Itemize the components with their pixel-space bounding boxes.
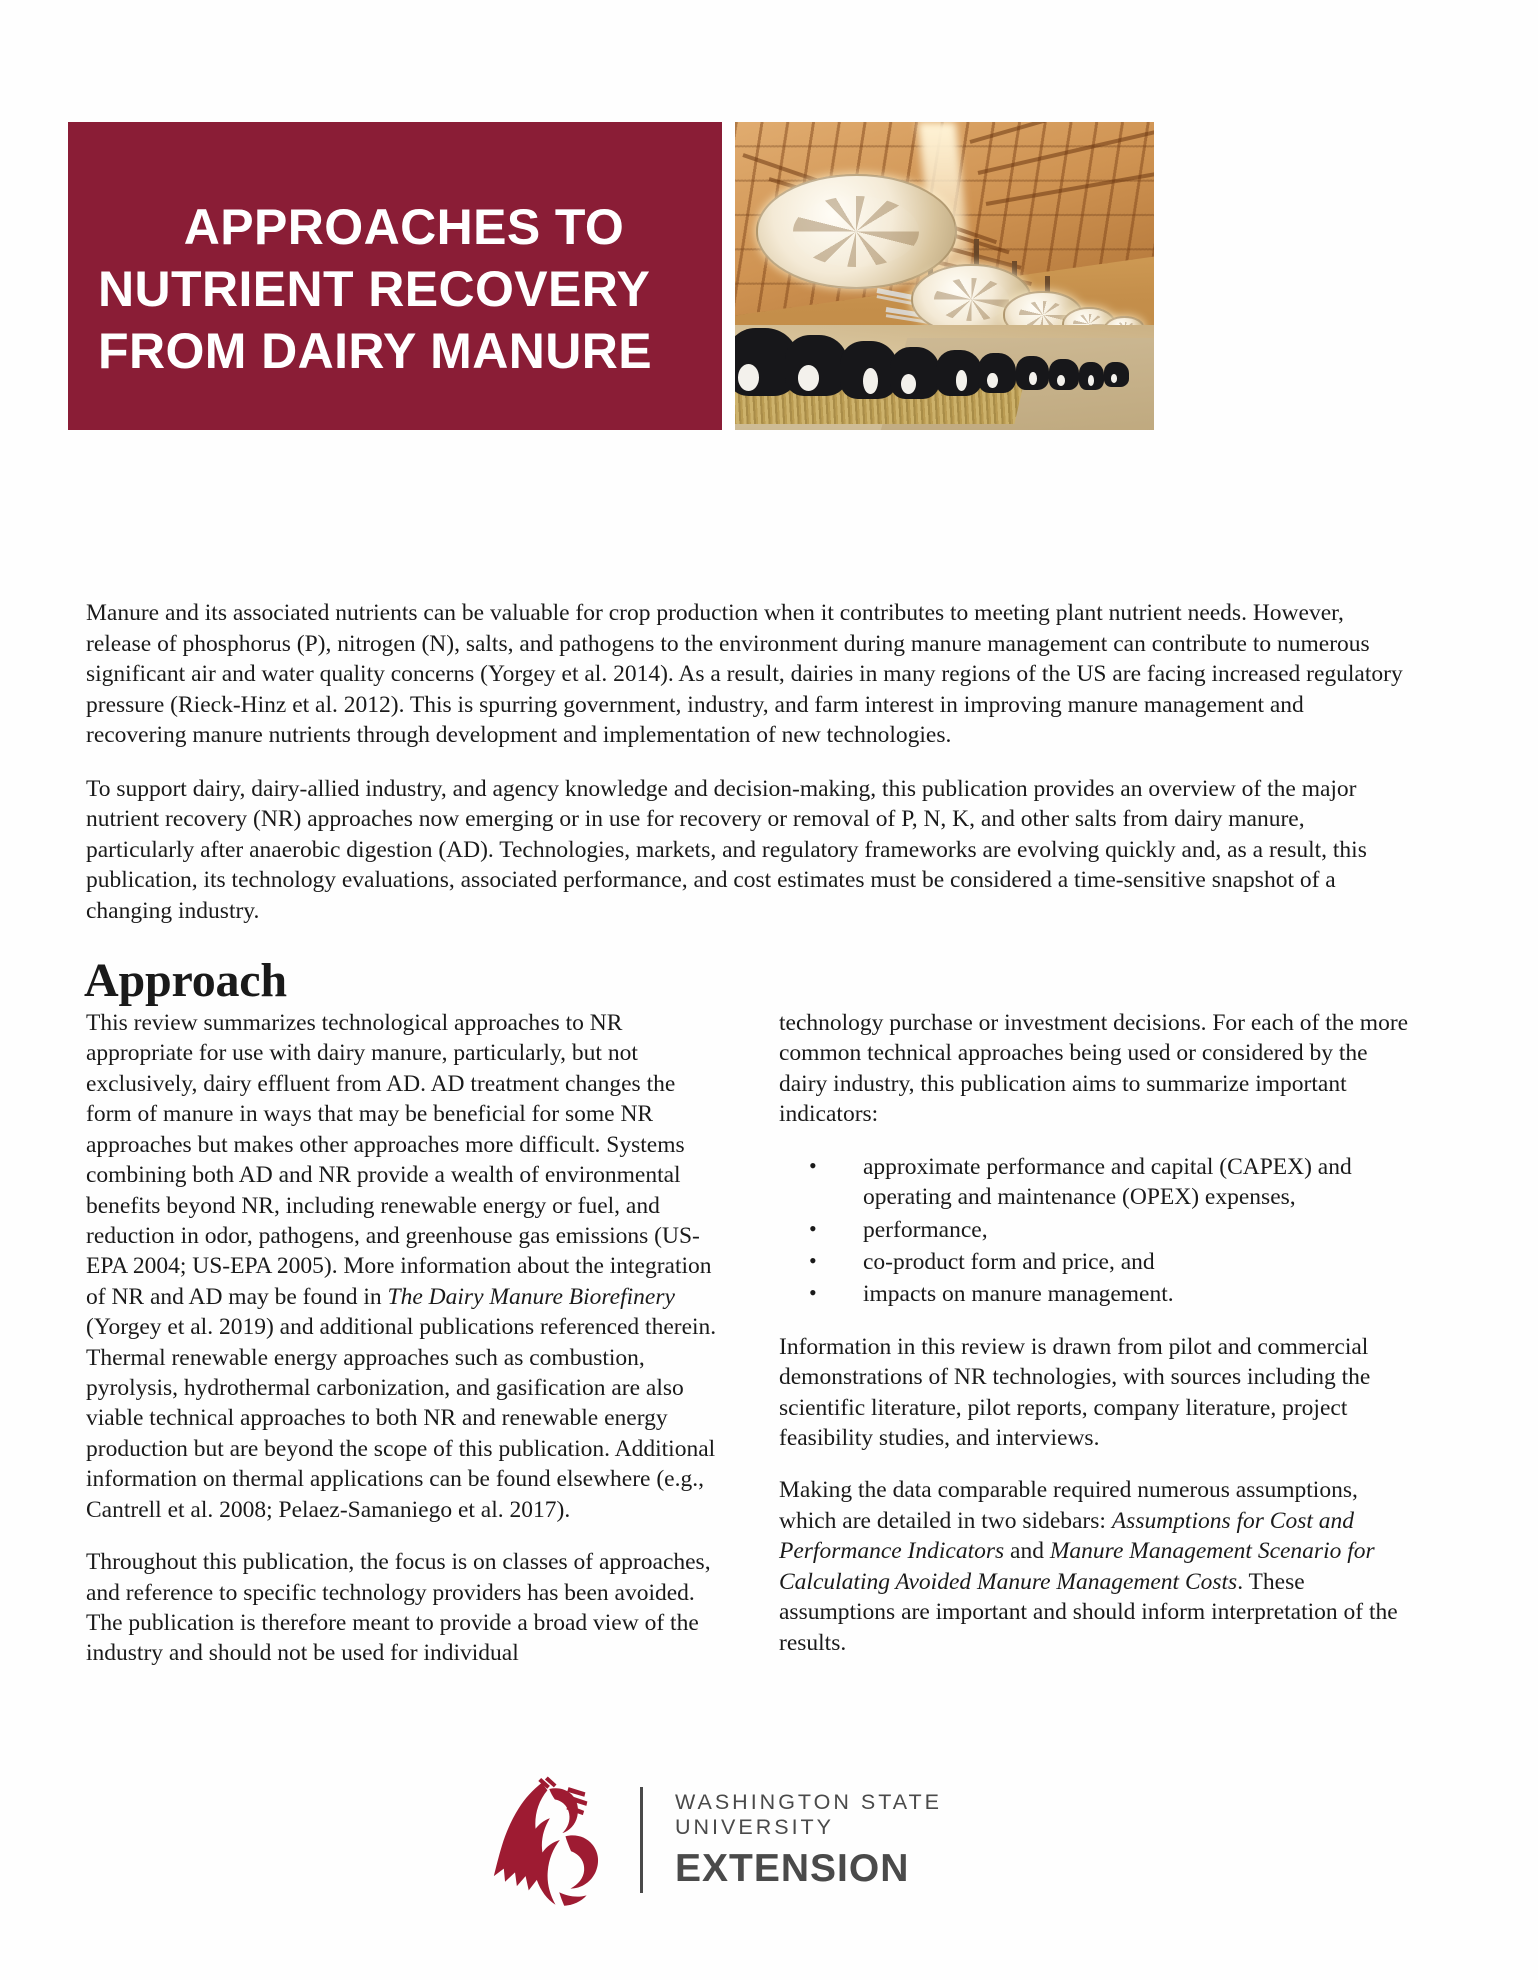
right-paragraph-3 [779,1475,1412,1658]
bullet-icon: • [809,1215,817,1241]
dairy-cow [936,350,982,396]
dairy-cow [785,335,848,397]
publication-title [68,196,722,382]
list-item [779,1152,1412,1213]
sidebar-title-2: Manure Management Scenario for Calculating Avoided Manure Management Costs [779,1538,1375,1595]
list-item [779,1215,1412,1245]
left-paragraph-2: Throughout this publication, the focus is on classes of approaches, and reference to specific technology providers has been avoided. The publication is therefore meant to provide a broad view of the industry and should not be used for individual [86,1549,711,1667]
dairy-cow [1016,356,1050,390]
title-banner [68,122,722,430]
right-paragraph-2: Information in this review is drawn from pilot and commercial demonstrations of NR technologies, with sources including the scientific literature, pilot reports, company literature, project feasibility studies, and interviews. [779,1333,1371,1452]
left-paragraph-1 [86,1008,719,1525]
title-line-3: FROM DAIRY MANURE [98,323,653,379]
dairy-cow [1079,362,1104,390]
masthead-gap [722,122,735,430]
intro-paragraph-1: Manure and its associated nutrients can be valuable for crop production when it contributes to meeting plant nutrient needs. However, release of phosphorus (P), nitrogen (N), salts, and pathogens to the environment during manure management can contribute to numerous significant air and water quality concerns (Yorgey et al. 2014). As a result, dairies in many regions of the US are facing increased regulatory pressure (Rieck-Hinz et al. 2012). This is spurring government, industry, and farm interest in improving manure management and recovering manure nutrients through development and implementation of new technologies. [86,600,1403,749]
two-column-body [86,1008,1412,1669]
right-column [779,1008,1412,1669]
title-line-1: APPROACHES TO [183,199,625,255]
right-p3-conjunction: and [1004,1538,1050,1565]
sidebar-title-1: Assumptions for Cost and Performance Indicators [779,1507,1355,1565]
list-item [779,1247,1412,1277]
right-p3-text-before: Making the data comparable required numerous assumptions, which are detailed in two sidebars: [779,1477,1358,1534]
wsu-wordmark [675,1790,1050,1891]
list-item-label: impacts on manure management. [863,1281,1174,1308]
intro-paragraph-2: To support dairy, dairy-allied industry, and agency knowledge and decision-making, this publication provides an overview of the major nutrient recovery (NR) approaches now emerging or in use for recovery or removal of P, N, K, and other salts from dairy manure, particularly after anaerobic digestion (AD). Technologies, markets, and regulatory frameworks are evolving quickly and, as a result, this publication, its technology evaluations, associated performance, and cost estimates must be considered a time-sensitive snapshot of a changing industry. [86,775,1367,924]
left-p1-text-after-title: (Yorgey et al. 2019) and additional publications referenced therein. Thermal renewable energy approaches such as combustion, pyrolysis, hydrothermal carbonization, and gasification are also viable technical approaches to both NR and renewable energy production but are beyond the scope of this publication. Additional information on thermal applications can be found elsewhere (e.g., Cantrell et al. 2008; Pelaez-Samaniego et al. 2017). [86,1314,717,1523]
masthead [68,122,1154,430]
indicators-list [779,1152,1412,1310]
title-line-2: NUTRIENT RECOVERY [98,261,651,317]
wordmark-extension: EXTENSION [675,1846,910,1890]
list-item [779,1279,1412,1309]
dairy-cow [890,347,940,399]
list-item-label: approximate performance and capital (CAPEX) and operating and maintenance (OPEX) expenses, [863,1153,1352,1211]
dairy-barn-photo [735,122,1154,430]
section-heading-approach: Approach [84,954,287,1008]
cougar-head-icon [490,1774,616,1906]
wsu-extension-logo [490,1772,1050,1908]
dairy-cow [1104,362,1129,387]
bullet-icon: • [809,1152,817,1178]
cited-publication-title: The Dairy Manure Biorefinery [387,1283,675,1310]
bullet-icon: • [809,1280,817,1306]
right-p3-text-after: . These assumptions are important and should inform interpretation of the results. [779,1568,1398,1656]
dairy-cow [1049,359,1078,390]
wordmark-university: WASHINGTON STATE UNIVERSITY [675,1789,942,1839]
dairy-cow [978,353,1016,393]
list-item-label: co-product form and price, and [863,1248,1155,1275]
list-item-label: performance, [863,1216,988,1243]
introduction-section [86,598,1404,949]
logo-divider [640,1787,643,1893]
right-paragraph-1: technology purchase or investment decisions. For each of the more common technical approaches being used or considered by the dairy industry, this publication aims to summarize important indicators: [779,1010,1409,1128]
left-p1-text-before-title: This review summarizes technological approaches to NR appropriate for use with dairy manure, particularly, but not exclusively, dairy effluent from AD. AD treatment changes the form of manure in ways that may be beneficial for some NR approaches but makes other approaches more difficult. Systems combining both AD and NR provide a wealth of environmental benefits beyond NR, including renewable energy or fuel, and reduction in odor, pathogens, and greenhouse gas emissions (US-EPA 2004; US-EPA 2005). More information about the integration of NR and AD may be found in [86,1010,712,1310]
left-column [86,1008,719,1669]
ventilation-fan [756,174,957,289]
bullet-icon: • [809,1247,817,1273]
